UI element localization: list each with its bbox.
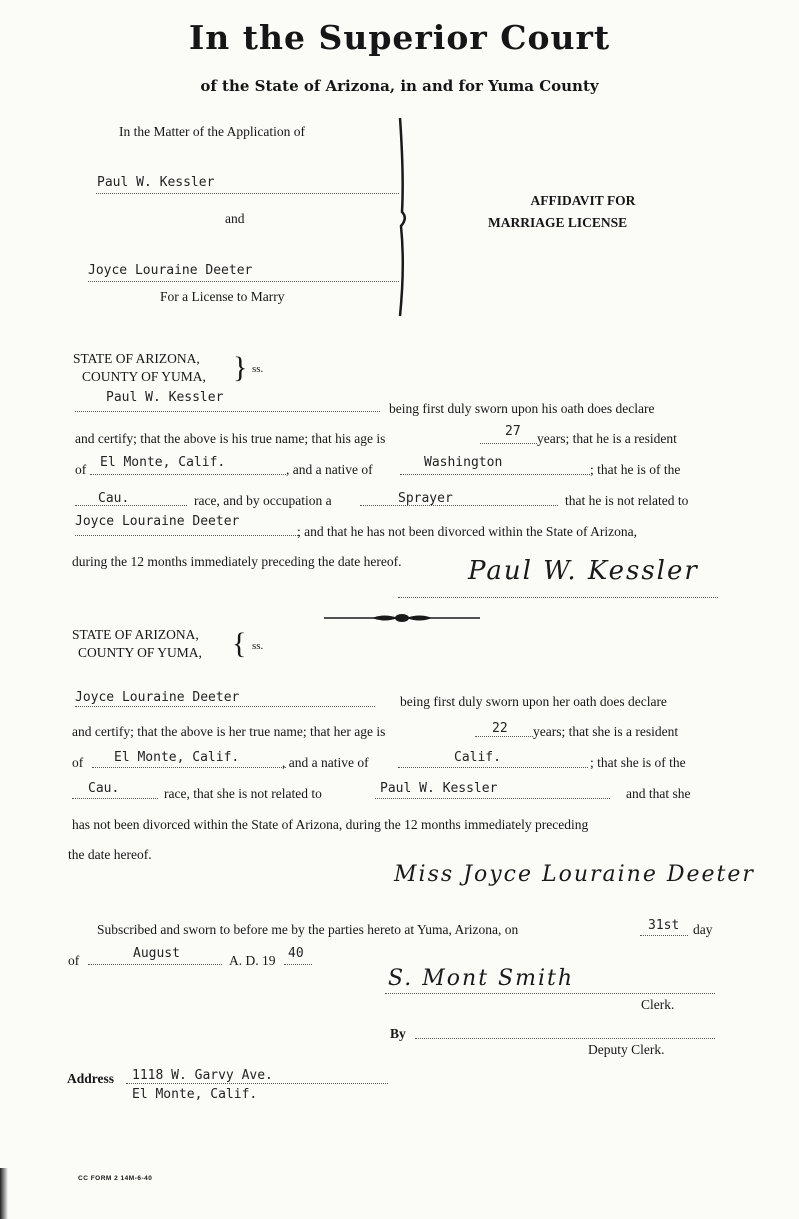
license-to-marry-label: For a License to Marry (160, 289, 285, 304)
groom-signature-line (398, 597, 718, 598)
address-line-2: El Monte, Calif. (132, 1087, 258, 1102)
document-title-line-1: AFFIDAVIT FOR (530, 193, 636, 208)
groom-line3-tail: ; that he is of the (590, 462, 681, 477)
bride-name-line (75, 706, 375, 707)
bride-venue-county: COUNTY OF YUMA, (78, 645, 202, 660)
applicant-1-line (96, 193, 399, 194)
clerk-signature: S. Mont Smith (388, 966, 575, 991)
bride-line3-tail: ; that she is of the (590, 755, 686, 770)
form-number: CC FORM 2 14M-6-40 (78, 1175, 153, 1182)
jurat-day-line (640, 935, 688, 936)
groom-venue-county: COUNTY OF YUMA, (82, 369, 206, 384)
bride-native-line (398, 767, 588, 768)
bride-line6: the date hereof. (68, 847, 152, 862)
bride-native-of: Calif. (454, 750, 501, 765)
groom-signature: Paul W. Kessler (468, 556, 699, 586)
groom-age: 27 (505, 424, 521, 439)
bride-ss: ss. (252, 640, 264, 652)
groom-venue-brace: } (233, 351, 248, 384)
groom-not-related-label: that he is not related to (565, 493, 689, 508)
scan-edge-shadow (0, 1168, 8, 1219)
deputy-clerk-label: Deputy Clerk. (588, 1042, 665, 1057)
bride-race: Cau. (88, 781, 120, 796)
clerk-signature-line (385, 993, 715, 994)
bride-residence: El Monte, Calif. (114, 750, 240, 765)
bride-race-line (72, 798, 158, 799)
groom-race-line (75, 505, 187, 506)
bride-line5: has not been divorced within the State of Arizona, during the 12 months immediately preceding (72, 817, 589, 832)
jurat-ad: A. D. 19 (229, 953, 276, 968)
bride-line1-tail: being first duly sworn upon her oath does declare (400, 694, 667, 709)
groom-line1-tail: being first duly sworn upon his oath does declare (389, 401, 655, 416)
caption-bracket (396, 116, 416, 318)
jurat-day: 31st (648, 918, 680, 933)
jurat-month: August (133, 946, 180, 961)
bride-line2-b: years; that she is a resident (533, 724, 679, 739)
address-line-1-rule (126, 1083, 388, 1084)
bride-signature: Miss Joyce Louraine Deeter (394, 862, 755, 887)
groom-native-of: Washington (424, 455, 503, 470)
bride-age-line (475, 736, 533, 737)
groom-related-to: Joyce Louraine Deeter (75, 514, 240, 529)
applicant-2-name: Joyce Louraine Deeter (88, 263, 253, 278)
bride-not-related-label: race, that she is not related to (164, 786, 322, 801)
groom-related-line (75, 535, 300, 536)
groom-not-divorced: ; and that he has not been divorced within the State of Arizona, (297, 524, 638, 539)
jurat-year: 40 (288, 946, 304, 961)
jurat-text: Subscribed and sworn to before me by the parties hereto at Yuma, Arizona, on (97, 922, 519, 937)
groom-preceding: during the 12 months immediately preceding the date hereof. (72, 554, 402, 569)
by-label: By (390, 1026, 406, 1041)
court-title: In the Superior Court (188, 18, 611, 57)
bride-residence-line (92, 767, 286, 768)
groom-residence-line (90, 474, 286, 475)
bride-age: 22 (492, 721, 508, 736)
groom-age-line (480, 443, 537, 444)
bride-venue-state: STATE OF ARIZONA, (72, 627, 199, 642)
jurat-day-label: day (693, 922, 713, 937)
groom-name: Paul W. Kessler (106, 390, 224, 405)
jurat-of: of (68, 953, 80, 968)
applicant-1-name: Paul W. Kessler (97, 175, 215, 190)
address-line-1: 1118 W. Garvy Ave. (132, 1068, 273, 1083)
bride-name: Joyce Louraine Deeter (75, 690, 240, 705)
groom-line2-b: years; that he is a resident (537, 431, 677, 446)
groom-native-of-label: , and a native of (286, 462, 373, 477)
bride-of-label: of (72, 755, 84, 770)
address-label: Address (67, 1071, 115, 1086)
jurat-year-line (284, 964, 312, 965)
groom-residence: El Monte, Calif. (100, 455, 226, 470)
bride-line2-a: and certify; that the above is her true name; that her age is (72, 724, 386, 739)
deputy-signature-line (415, 1038, 715, 1039)
groom-ss: ss. (252, 363, 264, 375)
clerk-label: Clerk. (641, 997, 675, 1012)
bride-related-line (375, 798, 610, 799)
applicant-2-line (88, 281, 399, 282)
groom-line2-a: and certify; that the above is his true name; that his age is (75, 431, 386, 446)
groom-of-label: of (75, 462, 87, 477)
bride-venue-brace: { (232, 627, 247, 660)
groom-native-line (400, 474, 590, 475)
groom-race: Cau. (98, 491, 130, 506)
groom-race-occupation-label: race, and by occupation a (194, 493, 332, 508)
jurat-month-line (88, 964, 222, 965)
bride-and-that: and that she (626, 786, 691, 801)
bride-related-to: Paul W. Kessler (380, 781, 498, 796)
matter-of-label: In the Matter of the Application of (119, 124, 305, 139)
and-label: and (225, 211, 245, 226)
groom-venue-state: STATE OF ARIZONA, (73, 351, 200, 366)
document-title-line-2: MARRIAGE LICENSE (488, 215, 628, 230)
bride-native-of-label: , and a native of (282, 755, 369, 770)
ornament-divider (322, 611, 482, 625)
groom-occupation: Sprayer (398, 491, 453, 506)
court-subtitle: of the State of Arizona, in and for Yuma County (200, 77, 599, 95)
groom-occupation-line (360, 505, 558, 506)
groom-name-line (75, 411, 380, 412)
